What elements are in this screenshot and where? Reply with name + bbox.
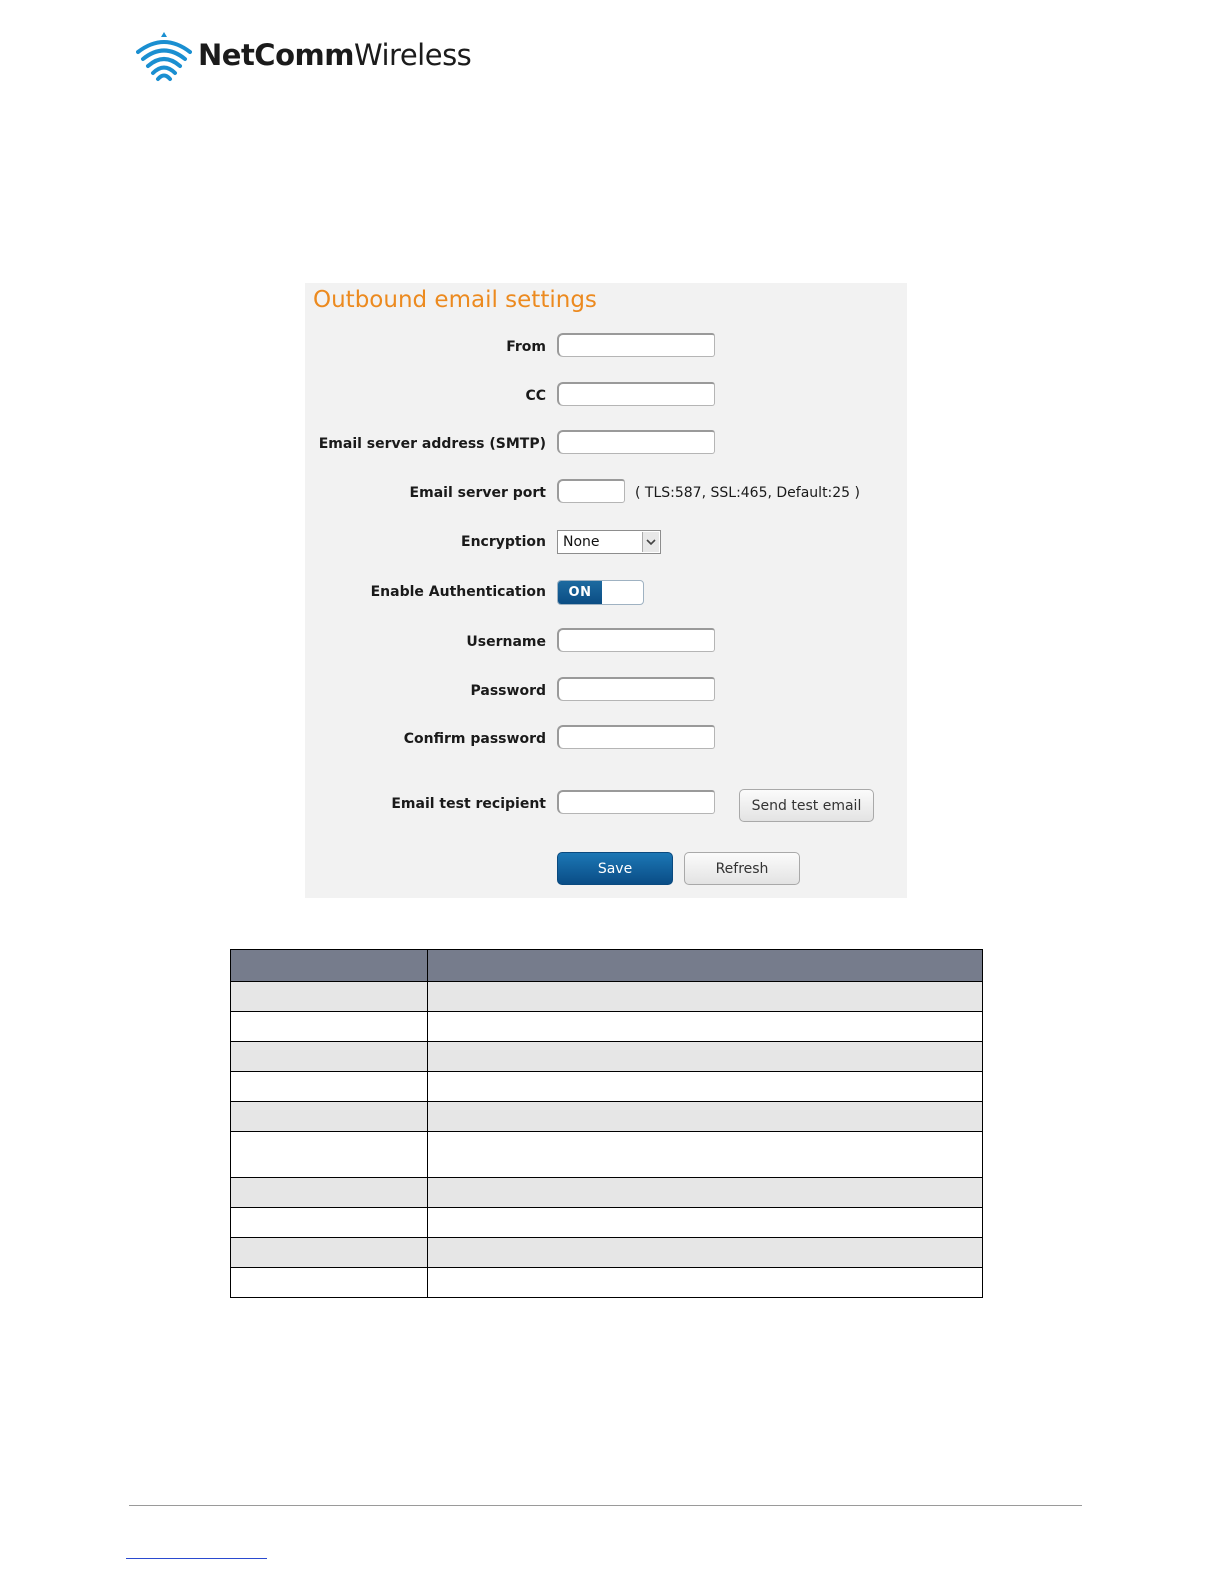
netcomm-logo bbox=[136, 30, 472, 82]
table-header-cell bbox=[428, 950, 983, 982]
table-cell bbox=[231, 1268, 428, 1298]
auth-label: Enable Authentication bbox=[370, 584, 546, 600]
table-cell bbox=[428, 1178, 983, 1208]
password-input[interactable] bbox=[557, 677, 715, 701]
panel-title: Outbound email settings bbox=[313, 287, 597, 313]
table-cell bbox=[231, 1012, 428, 1042]
smtp-input[interactable] bbox=[557, 430, 715, 454]
auth-toggle[interactable] bbox=[557, 580, 644, 605]
wireless-signal-icon bbox=[136, 30, 192, 82]
table-row bbox=[231, 1012, 983, 1042]
cc-input[interactable] bbox=[557, 382, 715, 406]
save-button[interactable]: Save bbox=[557, 852, 673, 885]
table-row bbox=[231, 1268, 983, 1298]
table-row bbox=[231, 1178, 983, 1208]
table-row bbox=[231, 1102, 983, 1132]
table-row bbox=[231, 1042, 983, 1072]
table-cell bbox=[231, 1042, 428, 1072]
logo-name-light: Wireless bbox=[353, 38, 472, 72]
table-row bbox=[231, 982, 983, 1012]
encryption-select[interactable] bbox=[557, 530, 661, 554]
table-cell bbox=[231, 1178, 428, 1208]
table-cell bbox=[231, 1238, 428, 1268]
password-label: Password bbox=[470, 683, 546, 699]
port-hint: ( TLS:587, SSL:465, Default:25 ) bbox=[635, 485, 860, 501]
confirm-password-label: Confirm password bbox=[403, 731, 546, 747]
from-label: From bbox=[506, 339, 546, 355]
refresh-button[interactable]: Refresh bbox=[684, 852, 800, 885]
table-cell bbox=[428, 1132, 983, 1178]
table-header-row bbox=[231, 950, 983, 982]
table-cell bbox=[428, 1238, 983, 1268]
table-cell bbox=[428, 1012, 983, 1042]
encryption-value: None bbox=[563, 534, 600, 550]
username-input[interactable] bbox=[557, 628, 715, 652]
table-header-cell bbox=[231, 950, 428, 982]
table-cell bbox=[231, 982, 428, 1012]
table-row bbox=[231, 1132, 983, 1178]
cc-label: CC bbox=[525, 388, 546, 404]
table-cell bbox=[428, 1042, 983, 1072]
table-cell bbox=[428, 1208, 983, 1238]
table-cell bbox=[231, 1072, 428, 1102]
toggle-on-label: ON bbox=[558, 581, 602, 604]
footer-link-underline[interactable] bbox=[126, 1558, 267, 1559]
table-cell bbox=[428, 982, 983, 1012]
table-cell bbox=[231, 1208, 428, 1238]
table-cell bbox=[428, 1268, 983, 1298]
send-test-email-button[interactable]: Send test email bbox=[739, 789, 874, 822]
chevron-down-icon[interactable] bbox=[642, 532, 659, 552]
table-cell bbox=[231, 1132, 428, 1178]
logo-wordmark bbox=[198, 38, 471, 72]
port-input[interactable] bbox=[557, 479, 625, 503]
outbound-email-panel bbox=[305, 283, 907, 898]
table-row bbox=[231, 1238, 983, 1268]
username-label: Username bbox=[466, 634, 546, 650]
test-recipient-label: Email test recipient bbox=[391, 796, 546, 812]
confirm-password-input[interactable] bbox=[557, 725, 715, 749]
footer-divider bbox=[129, 1505, 1082, 1506]
from-input[interactable] bbox=[557, 333, 715, 357]
table-cell bbox=[428, 1072, 983, 1102]
encryption-label: Encryption bbox=[461, 534, 546, 550]
settings-table bbox=[230, 949, 983, 1298]
test-recipient-input[interactable] bbox=[557, 790, 715, 814]
table-cell bbox=[428, 1102, 983, 1132]
table-row bbox=[231, 1208, 983, 1238]
table-cell bbox=[231, 1102, 428, 1132]
smtp-label: Email server address (SMTP) bbox=[318, 436, 546, 452]
port-label: Email server port bbox=[409, 485, 546, 501]
logo-name-bold: NetComm bbox=[198, 38, 354, 72]
table-row bbox=[231, 1072, 983, 1102]
